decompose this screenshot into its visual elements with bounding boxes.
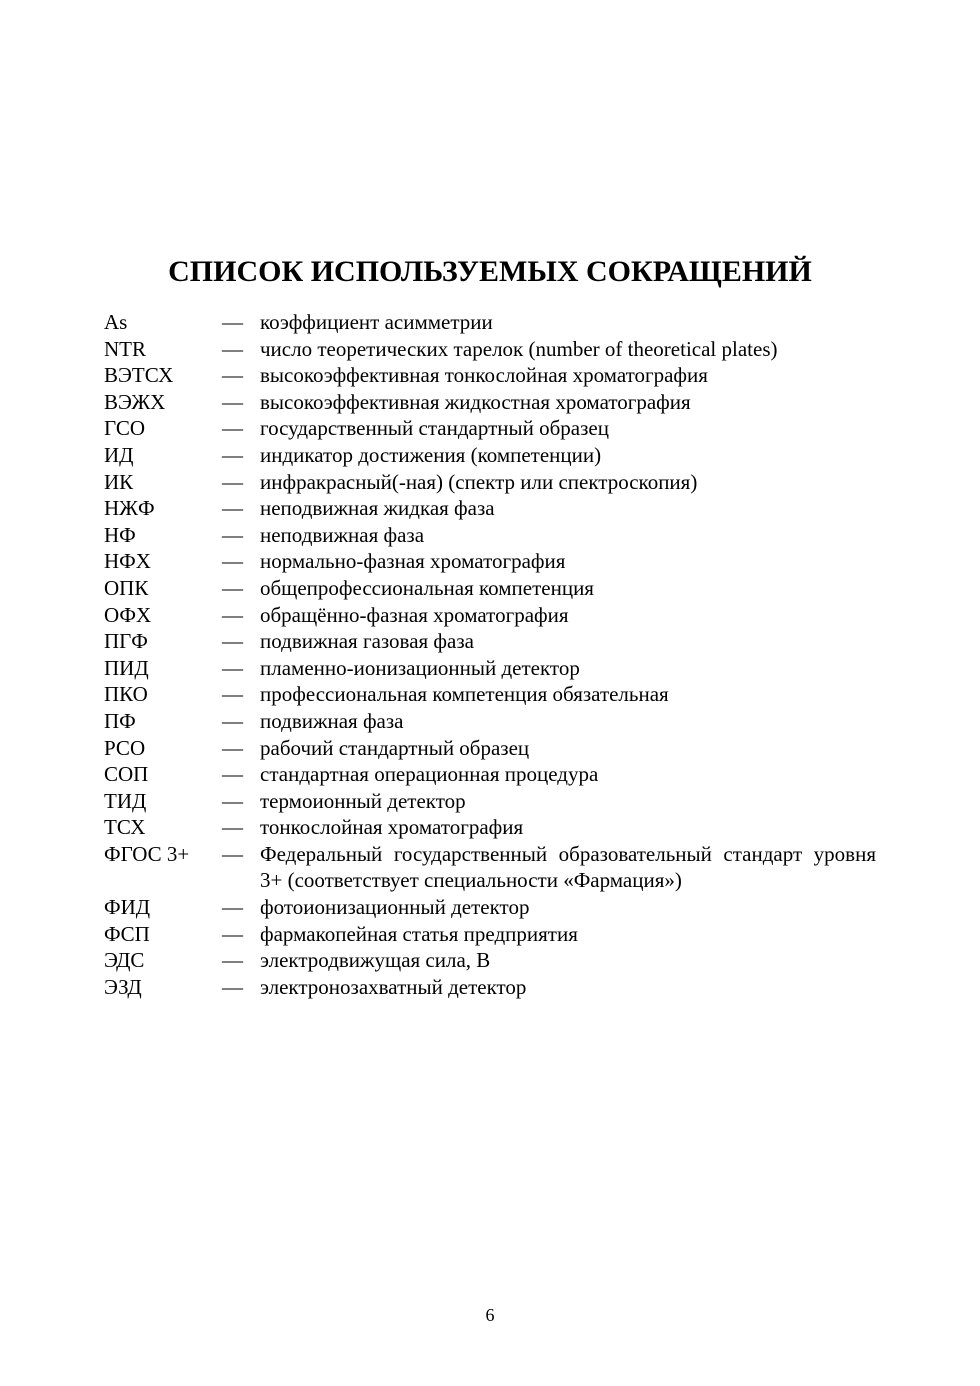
list-item	[104, 469, 876, 496]
abbreviation-term: ПКО	[104, 682, 148, 707]
abbreviation-term: ТСХ	[104, 815, 146, 840]
abbreviation-term: ЭЗД	[104, 974, 142, 999]
abbreviation-term: ЭДС	[104, 948, 145, 973]
list-item	[104, 628, 876, 655]
abbreviation-definition: инфракрасный(-ная) (спектр или спектроскопия)	[260, 469, 698, 494]
abbreviation-definition: электродвижущая сила, В	[260, 948, 491, 973]
list-item	[104, 681, 876, 708]
abbreviation-definition: обращённо-фазная хроматография	[260, 602, 569, 627]
list-item	[104, 921, 876, 948]
abbreviation-term: ТИД	[104, 788, 147, 813]
dash-separator: —	[222, 496, 243, 521]
abbreviation-definition: пламенно-ионизационный детектор	[260, 655, 580, 680]
abbreviation-definition: фотоионизационный детектор	[260, 895, 530, 920]
list-item	[104, 548, 876, 575]
dash-separator: —	[222, 469, 243, 494]
abbreviation-term: ИД	[104, 442, 134, 467]
abbreviation-term: ОФХ	[104, 602, 152, 627]
list-item	[104, 442, 876, 469]
abbreviation-definition: фармакопейная статья предприятия	[260, 921, 578, 946]
abbreviation-term: ФГОС 3+	[104, 841, 190, 866]
dash-separator: —	[222, 549, 243, 574]
abbreviation-term: As	[104, 310, 128, 334]
list-item	[104, 415, 876, 442]
abbreviation-definition: стандартная операционная процедура	[260, 762, 599, 787]
dash-separator: —	[222, 363, 243, 388]
abbreviation-definition: высокоэффективная тонкослойная хроматография	[260, 363, 708, 388]
list-item	[104, 655, 876, 682]
list-item	[104, 841, 876, 894]
abbreviation-term: ФИД	[104, 895, 151, 920]
abbreviation-definition: подвижная фаза	[260, 708, 404, 733]
list-item	[104, 761, 876, 788]
list-item	[104, 389, 876, 416]
list-item	[104, 336, 876, 363]
list-item	[104, 814, 876, 841]
list-item	[104, 602, 876, 629]
list-item	[104, 894, 876, 921]
page-number: 6	[485, 1305, 495, 1325]
dash-separator: —	[222, 629, 243, 654]
abbreviation-term: ФСП	[104, 921, 150, 946]
abbreviation-definition: общепрофессиональная компетенция	[260, 575, 594, 600]
page-title: СПИСОК ИСПОЛЬЗУЕМЫХ СОКРАЩЕНИЙ	[168, 255, 812, 288]
dash-separator: —	[222, 522, 243, 547]
list-item	[104, 495, 876, 522]
abbreviation-term: ВЭТСХ	[104, 363, 174, 388]
dash-separator: —	[222, 682, 243, 707]
dash-separator: —	[222, 708, 243, 733]
list-item	[104, 362, 876, 389]
dash-separator: —	[222, 788, 243, 813]
list-item	[104, 309, 876, 336]
list-item	[104, 947, 876, 974]
list-item	[104, 522, 876, 549]
abbreviation-definition: государственный стандартный образец	[260, 416, 609, 441]
dash-separator: —	[222, 948, 243, 973]
abbreviation-definition: число теоретических тарелок (number of theoretical plates)	[260, 336, 778, 361]
abbreviation-definition: неподвижная жидкая фаза	[260, 496, 495, 521]
list-item	[104, 788, 876, 815]
dash-separator: —	[222, 841, 243, 866]
abbreviation-term: СОП	[104, 762, 149, 787]
list-item	[104, 708, 876, 735]
abbreviation-term: НЖФ	[104, 496, 155, 521]
abbreviation-term: NTR	[104, 336, 146, 361]
abbreviation-term: НФ	[104, 522, 136, 547]
abbreviation-definition: профессиональная компетенция обязательная	[260, 682, 669, 707]
abbreviation-definition: термоионный детектор	[260, 788, 466, 813]
abbreviation-term: ПГФ	[104, 629, 148, 654]
dash-separator: —	[222, 310, 243, 334]
abbreviation-term: НФХ	[104, 549, 151, 574]
abbreviation-definition: подвижная газовая фаза	[260, 629, 474, 654]
dash-separator: —	[222, 655, 243, 680]
abbreviation-term: ПФ	[104, 708, 136, 733]
dash-separator: —	[222, 389, 243, 414]
dash-separator: —	[222, 815, 243, 840]
abbreviation-definition: высокоэффективная жидкостная хроматография	[260, 389, 691, 414]
abbreviation-term: ПИД	[104, 655, 149, 680]
abbreviation-definition: рабочий стандартный образец	[260, 735, 530, 760]
dash-separator: —	[222, 336, 243, 361]
dash-separator: —	[222, 762, 243, 787]
abbreviation-term: ГСО	[104, 416, 146, 441]
abbreviation-list	[104, 309, 876, 1000]
list-item	[104, 735, 876, 762]
abbreviation-definition: коэффициент асимметрии	[260, 310, 493, 334]
abbreviation-definition: неподвижная фаза	[260, 522, 425, 547]
list-item	[104, 974, 876, 1001]
abbreviation-definition: нормально-фазная хроматография	[260, 549, 566, 574]
dash-separator: —	[222, 895, 243, 920]
abbreviation-term: РСО	[104, 735, 146, 760]
abbreviation-term: ИК	[104, 469, 134, 494]
dash-separator: —	[222, 442, 243, 467]
abbreviation-definition: индикатор достижения (компетенции)	[260, 442, 602, 467]
dash-separator: —	[222, 735, 243, 760]
dash-separator: —	[222, 974, 243, 999]
dash-separator: —	[222, 602, 243, 627]
abbreviation-definition: Федеральный государственный образовательный стандарт уровня 3+ (соответствует специальности «Фармация»)	[260, 841, 876, 893]
abbreviation-definition: электронозахватный детектор	[260, 974, 527, 999]
dash-separator: —	[222, 921, 243, 946]
abbreviation-term: ВЭЖХ	[104, 389, 166, 414]
dash-separator: —	[222, 416, 243, 441]
dash-separator: —	[222, 575, 243, 600]
list-item	[104, 575, 876, 602]
abbreviation-term: ОПК	[104, 575, 149, 600]
abbreviation-definition: тонкослойная хроматография	[260, 815, 524, 840]
